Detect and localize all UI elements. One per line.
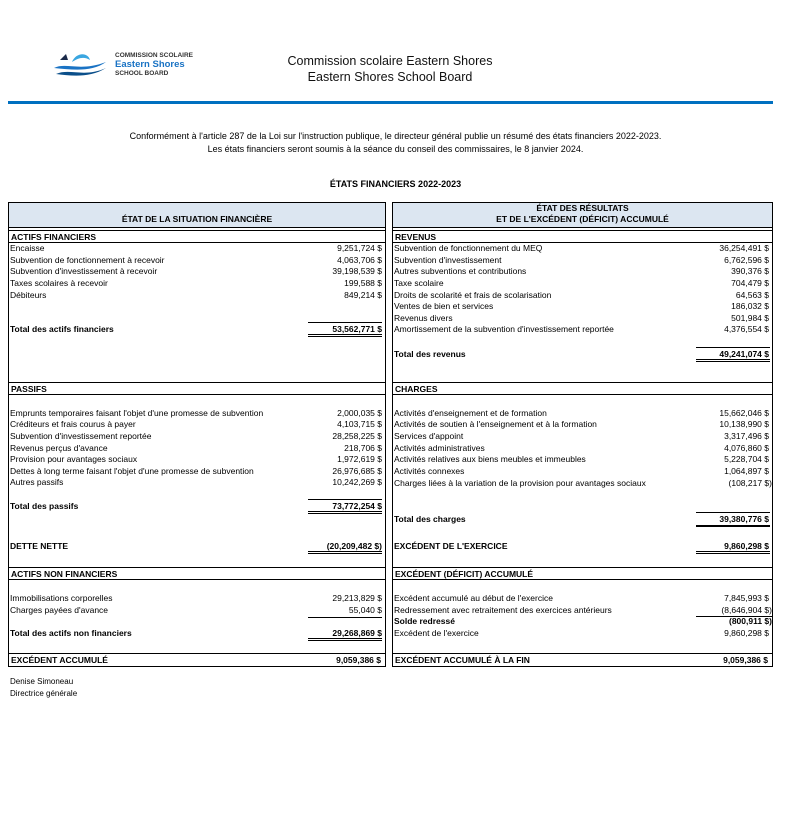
table-row — [392, 605, 773, 616]
row-value: 10,242,269 $ — [332, 477, 382, 487]
header-rule — [8, 101, 773, 104]
signatory-role: Directrice générale — [10, 689, 78, 698]
table-row — [8, 605, 386, 616]
financial-position-title-text: ÉTAT DE LA SITUATION FINANCIÈRE — [121, 214, 273, 224]
table-row — [8, 266, 386, 277]
table-row — [8, 477, 386, 488]
excedent-fin-row — [392, 653, 773, 667]
row-label: Activités d'enseignement et de formation — [394, 408, 547, 418]
table-row — [392, 593, 773, 604]
row-label: Activités connexes — [394, 466, 465, 476]
row-value: (108,217 $) — [728, 478, 772, 488]
table-row — [392, 278, 773, 289]
intro-line2: Les états financiers seront soumis à la séance du conseil des commissaires, le 8 janvier 2024. — [207, 143, 584, 154]
title-fr: Commission scolaire Eastern Shores — [287, 54, 493, 68]
logo-line3: SCHOOL BOARD — [115, 70, 169, 77]
table-row — [392, 266, 773, 277]
row-label: Subvention d'investissement — [394, 255, 502, 265]
total-value: (20,209,482 $) — [326, 541, 382, 551]
subtotal-line — [696, 347, 770, 348]
wave-logo-icon — [50, 48, 110, 82]
row-label: Excédent accumulé au début de l'exercice — [394, 593, 553, 603]
section-charges: CHARGES — [392, 382, 773, 395]
subtotal-line — [308, 617, 382, 618]
table-row — [8, 255, 386, 266]
total-value: 39,380,776 $ — [719, 514, 769, 524]
row-label: Ventes de bien et services — [394, 301, 494, 311]
row-label: Autres passifs — [10, 477, 64, 487]
row-label: Autres subventions et contributions — [394, 266, 527, 276]
intro-text — [40, 130, 751, 155]
table-row — [392, 313, 773, 324]
row-value: 199,588 $ — [344, 278, 382, 288]
table-row — [8, 243, 386, 254]
row-label: Dettes à long terme faisant l'objet d'une promesse de subvention — [10, 466, 254, 476]
row-value: 5,228,704 $ — [724, 454, 769, 464]
table-row — [392, 290, 773, 301]
total-value: 9,860,298 $ — [724, 541, 769, 551]
row-value: 218,706 $ — [344, 443, 382, 453]
row-value: 4,076,860 $ — [724, 443, 769, 453]
row-value: 4,063,706 $ — [337, 255, 382, 265]
row-label: Charges payées d'avance — [10, 605, 109, 615]
row-value: 186,032 $ — [731, 301, 769, 311]
row-label: Encaisse — [10, 243, 45, 253]
thick-underline — [696, 525, 770, 527]
row-label: Créditeurs et frais courus à payer — [10, 419, 136, 429]
section-actifs-non-financiers: ACTIFS NON FINANCIERS — [8, 567, 386, 580]
intro-line1: Conformément à l'article 287 de la Loi sur l'instruction publique, le directeur général publie un résumé des états financiers 2022-2023. — [129, 131, 662, 141]
row-label: Revenus divers — [394, 313, 453, 323]
row-label: Subvention d'investissement à recevoir — [10, 266, 158, 276]
subtotal-line — [696, 512, 770, 513]
table-row — [8, 290, 386, 301]
row-value: 4,376,554 $ — [724, 324, 769, 334]
table-row — [392, 478, 773, 489]
table-row — [8, 278, 386, 289]
double-underline — [696, 358, 770, 362]
total-row — [392, 514, 773, 525]
double-underline — [696, 550, 770, 554]
total-label: Total des revenus — [394, 349, 466, 359]
row-value: 9,251,724 $ — [337, 243, 382, 253]
row-label: Subvention de fonctionnement à recevoir — [10, 255, 165, 265]
title-en: Eastern Shores School Board — [307, 70, 473, 84]
row-label: Revenus perçus d'avance — [10, 443, 108, 453]
row-label: Débiteurs — [10, 290, 47, 300]
results-title-line1: ÉTAT DES RÉSULTATS — [536, 203, 629, 213]
row-value: 2,000,035 $ — [337, 408, 382, 418]
signatory-name: Denise Simoneau — [10, 677, 74, 686]
table-row — [392, 255, 773, 266]
row-value: 29,213,829 $ — [332, 593, 382, 603]
double-underline — [308, 510, 382, 514]
document-title: ÉTATS FINANCIERS 2022-2023 — [329, 179, 462, 189]
row-label: Redressement avec retraitement des exercices antérieurs — [394, 605, 612, 615]
logo-line1: COMMISSION SCOLAIRE — [115, 52, 194, 59]
table-row — [8, 454, 386, 465]
row-label: Amortissement de la subvention d'investissement reportée — [394, 324, 614, 334]
table-row — [392, 301, 773, 312]
row-value: (800,911 $) — [728, 616, 772, 626]
row-value: 10,138,990 $ — [719, 419, 769, 429]
section-revenus: REVENUS — [392, 230, 773, 243]
results-title — [392, 202, 773, 228]
table-row — [392, 243, 773, 254]
signature — [10, 676, 77, 700]
table-row — [392, 454, 773, 465]
total-label: EXCÉDENT ACCUMULÉ À LA FIN — [395, 655, 530, 665]
table-row — [392, 419, 773, 430]
row-value: 64,563 $ — [735, 290, 769, 300]
table-row — [8, 419, 386, 430]
row-value: 1,064,897 $ — [724, 466, 769, 476]
row-value: (8,646,904 $) — [721, 605, 772, 615]
financial-position-title — [8, 202, 386, 228]
row-label: Immobilisations corporelles — [10, 593, 113, 603]
row-value: 390,376 $ — [731, 266, 769, 276]
row-value: 4,103,715 $ — [337, 419, 382, 429]
row-value: 39,198,539 $ — [332, 266, 382, 276]
total-value: 9,059,386 $ — [336, 655, 381, 665]
logo-line2: Eastern Shores — [115, 59, 185, 70]
subtotal-line — [308, 499, 382, 500]
table-row — [392, 628, 773, 639]
table-row — [392, 443, 773, 454]
table-row — [392, 408, 773, 419]
total-label: EXCÉDENT ACCUMULÉ — [11, 655, 108, 665]
row-value: 501,984 $ — [731, 313, 769, 323]
row-value: 55,040 $ — [348, 605, 382, 615]
total-value: 9,059,386 $ — [723, 655, 768, 665]
total-value: 53,562,771 $ — [332, 324, 382, 334]
double-underline — [308, 637, 382, 641]
section-excedent-deficit: EXCÉDENT (DÉFICIT) ACCUMULÉ — [392, 567, 773, 580]
total-label: Total des actifs financiers — [10, 324, 114, 334]
total-label: EXCÉDENT DE L'EXERCICE — [394, 541, 508, 551]
logo — [50, 48, 210, 82]
table-row — [8, 593, 386, 604]
row-label: Droits de scolarité et frais de scolarisation — [394, 290, 552, 300]
row-label: Activités relatives aux biens meubles et immeubles — [394, 454, 586, 464]
table-row — [392, 466, 773, 477]
row-value: 7,845,993 $ — [724, 593, 769, 603]
section-passifs: PASSIFS — [8, 382, 386, 395]
table-row — [8, 443, 386, 454]
excedent-accumule-row — [8, 653, 386, 667]
table-row — [8, 408, 386, 419]
total-label: Total des charges — [394, 514, 466, 524]
row-value: 3,317,496 $ — [724, 431, 769, 441]
double-underline — [308, 333, 382, 337]
row-label: Subvention d'investissement reportée — [10, 431, 152, 441]
row-value: 6,762,596 $ — [724, 255, 769, 265]
row-value: 26,976,685 $ — [332, 466, 382, 476]
total-label: DETTE NETTE — [10, 541, 69, 551]
table-row — [392, 324, 773, 335]
row-label: Activités de soutien à l'enseignement et à la formation — [394, 419, 597, 429]
organization-title — [250, 53, 530, 85]
total-label: Total des actifs non financiers — [10, 628, 132, 638]
row-value: 28,258,225 $ — [332, 431, 382, 441]
row-label: Emprunts temporaires faisant l'objet d'une promesse de subvention — [10, 408, 264, 418]
table-row — [392, 431, 773, 442]
subtotal-line — [308, 322, 382, 323]
row-value: 36,254,491 $ — [719, 243, 769, 253]
total-value: 29,268,869 $ — [332, 628, 382, 638]
total-value: 73,772,254 $ — [332, 501, 382, 511]
total-value: 49,241,074 $ — [719, 349, 769, 359]
row-label: Subvention de fonctionnement du MEQ — [394, 243, 543, 253]
row-value: 1,972,619 $ — [337, 454, 382, 464]
results-title-line2: ET DE L'EXCÉDENT (DÉFICIT) ACCUMULÉ — [496, 214, 669, 224]
total-label: Total des passifs — [10, 501, 79, 511]
row-label: Taxes scolaires à recevoir — [10, 278, 108, 288]
row-value: 849,214 $ — [344, 290, 382, 300]
row-value: 9,860,298 $ — [724, 628, 769, 638]
row-label: Provision pour avantages sociaux — [10, 454, 138, 464]
row-label: Activités administratives — [394, 443, 485, 453]
row-value: 15,662,046 $ — [719, 408, 769, 418]
table-row — [8, 466, 386, 477]
table-row — [392, 616, 773, 627]
row-label: Solde redressé — [394, 616, 455, 626]
section-actifs-financiers: ACTIFS FINANCIERS — [8, 230, 386, 243]
row-label: Charges liées à la variation de la provision pour avantages sociaux — [394, 478, 646, 488]
row-label: Excédent de l'exercice — [394, 628, 479, 638]
row-value: 704,479 $ — [731, 278, 769, 288]
row-label: Services d'appoint — [394, 431, 464, 441]
row-label: Taxe scolaire — [394, 278, 444, 288]
table-row — [8, 431, 386, 442]
double-underline — [308, 550, 382, 554]
